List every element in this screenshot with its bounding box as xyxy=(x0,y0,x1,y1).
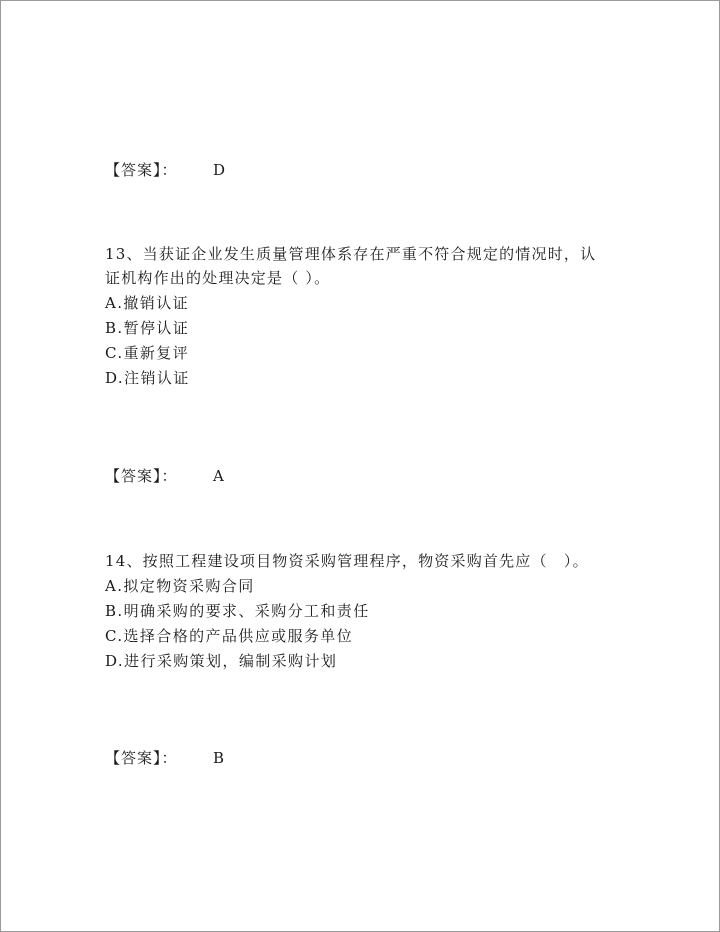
option-b: B.明确采购的要求、采购分工和责任 xyxy=(105,602,370,620)
question-stem-line: 13、当获证企业发生质量管理体系存在严重不符合规定的情况时，认 xyxy=(105,245,597,263)
option-c: C.重新复评 xyxy=(105,344,190,362)
question-stem-line: 14、按照工程建设项目物资采购管理程序，物资采购首先应（ ）。 xyxy=(105,552,589,570)
answer-value: A xyxy=(213,467,224,485)
option-a: A.撤销认证 xyxy=(105,294,190,312)
option-c: C.选择合格的产品供应或服务单位 xyxy=(105,627,354,645)
answer-block xyxy=(105,160,226,180)
option-d: D.进行采购策划，编制采购计划 xyxy=(105,652,338,670)
answer-label: 【答案】： xyxy=(105,749,178,767)
option-b: B.暂停认证 xyxy=(105,319,190,337)
answer-label: 【答案】： xyxy=(105,161,178,179)
option-d: D.注销认证 xyxy=(105,369,190,387)
answer-value: B xyxy=(213,749,225,767)
answer-value: D xyxy=(213,161,226,179)
answer-label: 【答案】： xyxy=(105,467,178,485)
answer-block xyxy=(105,466,224,486)
question-stem-line: 证机构作出的处理决定是（ ）。 xyxy=(105,269,331,287)
answer-block xyxy=(105,748,225,768)
option-a: A.拟定物资采购合同 xyxy=(105,577,255,595)
